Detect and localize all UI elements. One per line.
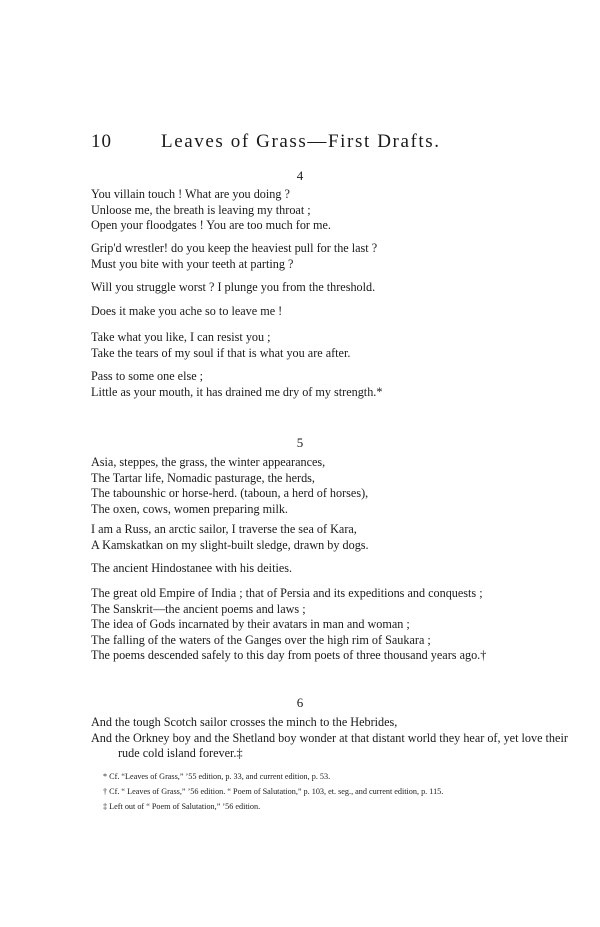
stanza	[91, 561, 551, 577]
poem-line: Open your floodgates ! You are too much for me.	[91, 218, 331, 232]
stanza	[91, 304, 551, 320]
poem-line: Unloose me, the breath is leaving my throat ;	[91, 202, 311, 217]
poem-line: Little as your mouth, it has drained me dry of my strength.*	[91, 384, 383, 399]
poem-line: The ancient Hindostanee with his deities.	[91, 561, 293, 575]
poem-line: The falling of the waters of the Ganges over the high rim of Saukara ;	[91, 632, 431, 647]
poem-line: The poems descended safely to this day from poets of three thousand years ago.†	[91, 648, 487, 662]
stanza	[91, 241, 551, 272]
poem-line: The Tartar life, Nomadic pasturage, the herds,	[91, 470, 315, 485]
section-number-6: 6	[296, 695, 304, 710]
stanza	[91, 369, 551, 400]
footnotes	[103, 769, 543, 814]
poem-line: Must you bite with your teeth at parting ?	[91, 256, 294, 271]
poem-line: Pass to some one else ;	[91, 369, 204, 383]
poem-line: Take what you like, I can resist you ;	[91, 330, 271, 344]
section-number-5: 5	[296, 435, 304, 450]
poem-line: You villain touch ! What are you doing ?	[91, 187, 290, 201]
footnote: † Cf. “ Leaves of Grass,” ’56 edition. “ Poem of Salutation,” p. 103, et. seg., and current edition, p. 115.	[103, 787, 444, 796]
poem-line: Does it make you ache so to leave me !	[91, 304, 283, 318]
poem-line: I am a Russ, an arctic sailor, I traverse the sea of Kara,	[91, 522, 357, 536]
poem-line: The tabounshic or horse-herd. (taboun, a herd of horses),	[91, 486, 369, 500]
stanza	[91, 280, 551, 296]
poem-line: Take the tears of my soul if that is what you are after.	[91, 345, 351, 360]
running-title: Leaves of Grass—First Drafts.	[161, 131, 441, 152]
stanza	[91, 187, 551, 234]
poem-line: The great old Empire of India ; that of Persia and its expeditions and conquests ;	[91, 586, 483, 600]
section-number-4: 4	[296, 168, 304, 183]
poem-line: The idea of Gods incarnated by their avatars in man and woman ;	[91, 617, 410, 631]
poem-line: The oxen, cows, women preparing milk.	[91, 501, 288, 516]
poem-line: And the tough Scotch sailor crosses the minch to the Hebrides,	[91, 715, 398, 729]
page-number: 10	[91, 131, 112, 152]
poem-line: Will you struggle worst ? I plunge you from the threshold.	[91, 280, 376, 294]
stanza	[91, 715, 568, 762]
poem-line: Grip'd wrestler! do you keep the heaviest pull for the last ?	[91, 241, 378, 255]
poem-line: A Kamskatkan on my slight-built sledge, drawn by dogs.	[91, 537, 369, 552]
stanza	[91, 330, 551, 361]
stanza	[91, 455, 551, 517]
stanza	[91, 522, 551, 553]
poem-line: The Sanskrit—the ancient poems and laws ;	[91, 601, 306, 616]
stanza	[91, 586, 551, 664]
footnote: ‡ Left out of “ Poem of Salutation,” ’56 edition.	[103, 802, 261, 811]
poem-line: And the Orkney boy and the Shetland boy wonder at that distant world they hear of, yet love their rude cold island forever.‡	[91, 730, 568, 760]
footnote: * Cf. “Leaves of Grass,” ’55 edition, p. 33, and current edition, p. 53.	[103, 772, 331, 781]
poem-line: Asia, steppes, the grass, the winter appearances,	[91, 455, 326, 469]
page-header	[91, 131, 521, 157]
